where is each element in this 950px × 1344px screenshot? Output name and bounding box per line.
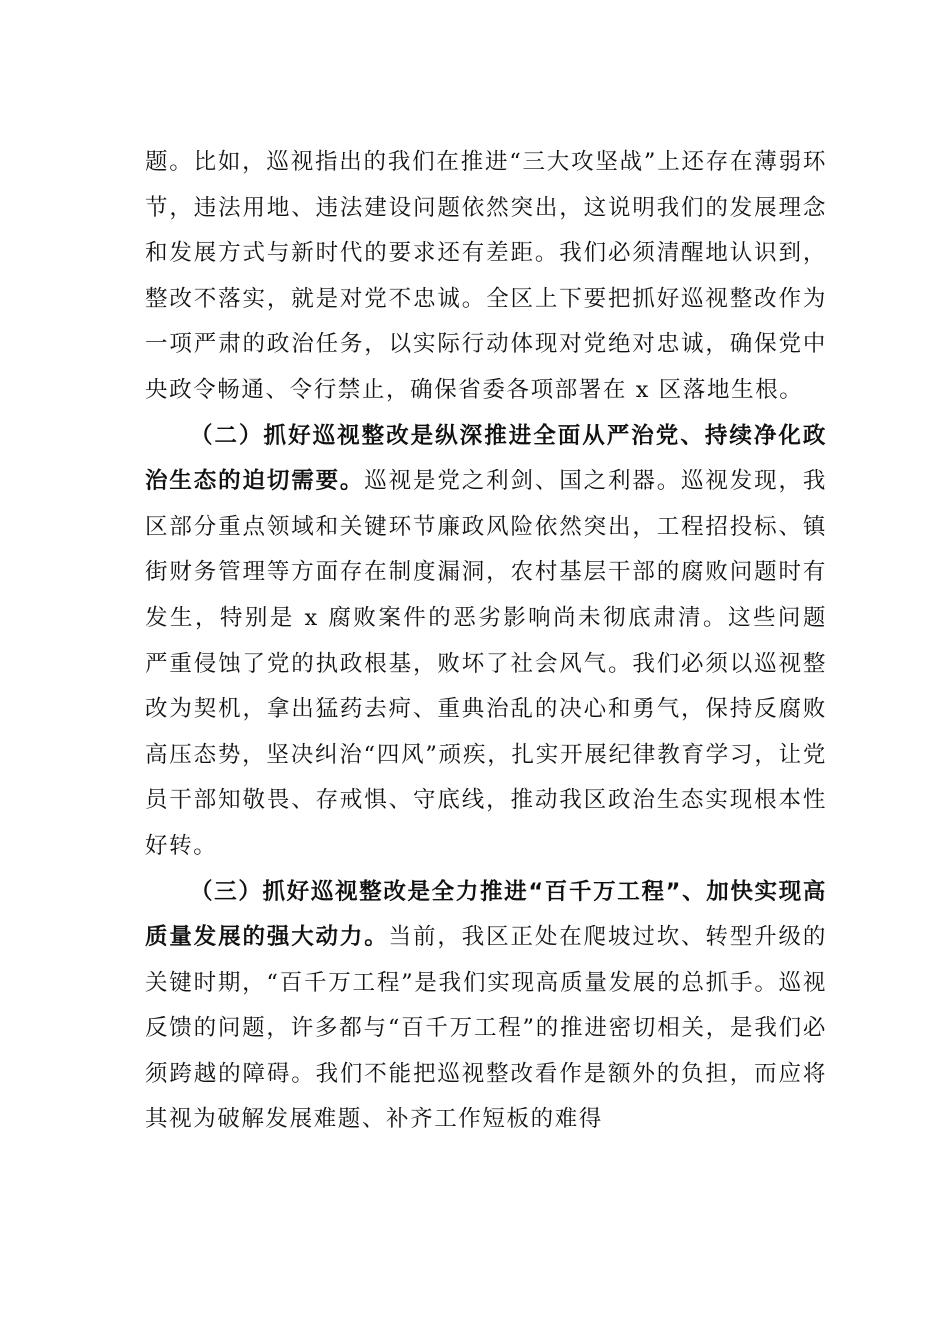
section-3-heading: （三）抓好巡视整改是全力推进“百千万工程”、加快实现高质量发展的强大动力。 [145,878,827,951]
paragraph-body: 当前，我区正处在爬坡过坎、转型升级的关键时期，“百千万工程”是我们实现高质量发展的总抓手。巡视反馈的问题，许多都与“百千万工程”的推进密切相关，是我们必须跨越的障碍。我们不能把巡视整改看作是额外的负担，而应将其视为破解发展难题、补齐工作短板的难得 [145,924,827,1133]
document-body [145,140,827,1143]
paragraph-body: 题。比如，巡视指出的我们在推进“三大攻坚战”上还存在薄弱环节，违法用地、违法建设问题依然突出，这说明我们的发展理念和发展方式与新时代的要求还有差距。我们必须清醒地认识到，整改不落实，就是对党不忠诚。全区上下要把抓好巡视整改作为一项严肃的政治任务，以实际行动体现对党绝对忠诚，确保党中央政令畅通、令行禁止，确保省委各项部署在 x 区落地生根。 [145,149,827,403]
paragraph-section-3 [145,870,827,1144]
paragraph-section-2 [145,414,827,870]
paragraph-body: 巡视是党之利剑、国之利器。巡视发现，我区部分重点领域和关键环节廉政风险依然突出，工程招投标、镇街财务管理等方面存在制度漏洞，农村基层干部的腐败问题时有发生，特别是 x 腐败案件的恶劣影响尚未彻底肃清。这些问题严重侵蚀了党的执政根基，败坏了社会风气。我们必须以巡视整改为契机，拿出猛药去疴、重典治乱的决心和勇气，保持反腐败高压态势，坚决纠治“四风”顽疾，扎实开展纪律教育学习，让党员干部知敬畏、存戒惧、守底线，推动我区政治生态实现根本性好转。 [145,468,827,859]
section-2-heading: （二）抓好巡视整改是纵深推进全面从严治党、持续净化政治生态的迫切需要。 [145,422,827,495]
paragraph-continuation [145,140,827,414]
